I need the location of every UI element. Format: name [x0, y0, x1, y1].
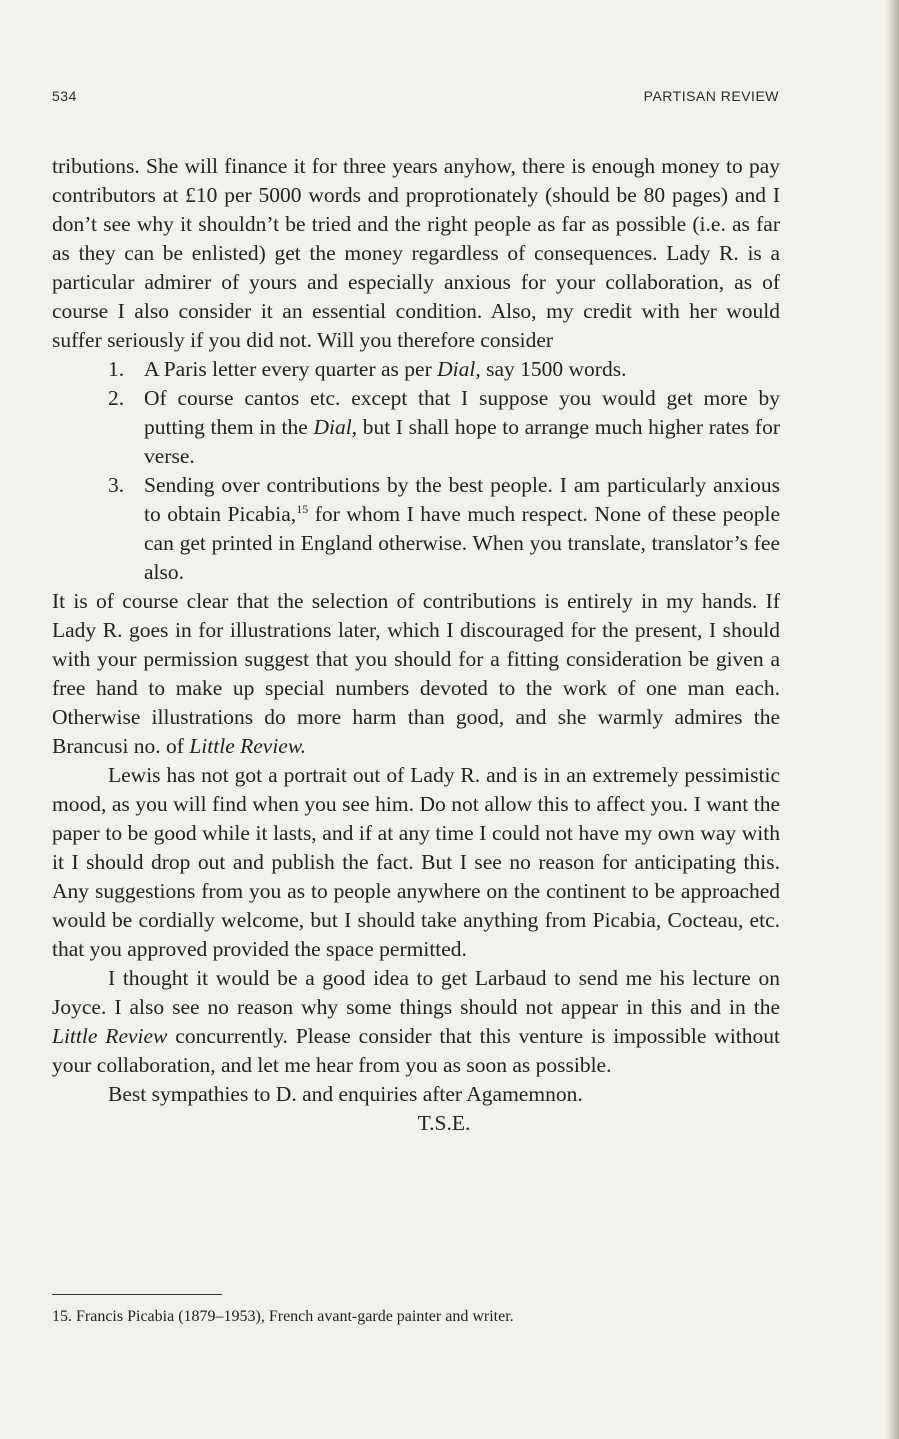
letter-body	[52, 152, 780, 1138]
numbered-list	[52, 355, 780, 587]
italic-title: Little Review.	[189, 734, 306, 758]
italic-title: Little Review	[52, 1024, 168, 1048]
footnote-marker: 15	[296, 501, 309, 516]
footnote-15: 15. Francis Picabia (1879–1953), French avant-garde painter and writer.	[52, 1308, 514, 1325]
paragraph-1: tributions. She will finance it for three years anyhow, there is enough money to pay contributors at £10 per 5000 words and proprotionately (should be 80 pages) and I don’t see why it shouldn’t be tried and the right people as far as possible (i.e. as far as they can be enlisted) get the money regardless of consequences. Lady R. is a particular admirer of yours and especially anxious for your collaboration, as of course I also consider it an essential condition. Also, my credit with her would suffer seriously if you did not. Will you therefore consider	[52, 154, 780, 352]
paragraph-3: Lewis has not got a portrait out of Lady R. and is in an extremely pessimistic mood, as you will find when you see him. Do not allow this to affect you. I want the paper to be good while it lasts, and if at any time I could not have my own way with it I should drop out and publish the fact. But I see no reason for anticipating this. Any suggestions from you as to people anywhere on the continent to be approached would be cordially welcome, but I should take anything from Picabia, Cocteau, etc. that you approved provided the space permitted.	[52, 763, 780, 961]
paragraph-4: I thought it would be a good idea to get Larbaud to send me his lecture on Joyce. I also see no reason why some things should not appear in this and in the Little Review concurrently. Please consider that this venture is impossible without your collaboration, and let me hear from you as soon as possible.	[52, 966, 780, 1077]
italic-title: Dial,	[313, 415, 358, 439]
page-edge-shadow	[885, 0, 899, 1439]
paragraph-5: Best sympathies to D. and enquiries after Agamemnon.	[108, 1082, 583, 1106]
signature: T.S.E.	[417, 1111, 471, 1135]
page-number: 534	[52, 88, 77, 104]
list-item-2: 2. Of course cantos etc. except that I suppose you would get more by putting them in the Dial, but I shall hope to arrange much higher rates for verse.	[108, 386, 780, 468]
paragraph-2: It is of course clear that the selection of contributions is entirely in my hands. If Lady R. goes in for illustrations later, which I discouraged for the present, I should with your permission suggest that you should for a fitting consideration be given a free hand to make up special numbers devoted to the work of one man each. Otherwise illustrations do more harm than good, and she warmly admires the Brancusi no. of Little Review.	[52, 589, 780, 758]
italic-title: Dial,	[437, 357, 481, 381]
list-item-1: 1. A Paris letter every quarter as per Dial, say 1500 words.	[52, 355, 780, 384]
list-number: 2.	[108, 386, 125, 410]
list-number: 3.	[108, 473, 125, 497]
list-number: 1.	[108, 357, 125, 381]
list-item-3: 3. Sending over contributions by the best people. I am particularly anxious to obtain Picabia,$^{15}$ for whom I have much respect. None of these people can get printed in England otherwise. When you translate, translator’s fee also.	[108, 473, 780, 584]
journal-title: PARTISAN REVIEW	[643, 88, 779, 104]
footnote-rule	[52, 1294, 222, 1295]
